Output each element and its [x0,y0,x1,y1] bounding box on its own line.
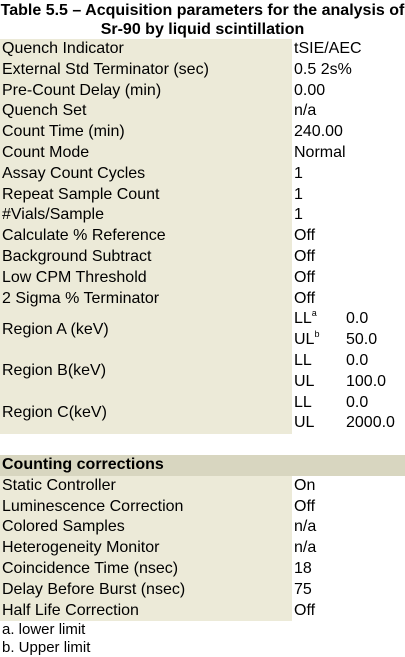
limit-value: 0.0 [346,351,369,369]
table-row [0,289,405,310]
param-value: 0.00 [292,81,405,102]
region-row [0,393,405,435]
spacer-row [0,434,405,455]
param-label: Pre-Count Delay (min) [0,81,292,102]
upper-limit [294,413,405,434]
param-value: tSIE/AEC [292,39,405,60]
param-value: Off [292,497,405,518]
param-value: 1 [292,205,405,226]
region-label: Region C(keV) [0,393,292,435]
upper-limit [294,330,405,351]
param-label: Half Life Correction [0,601,292,622]
param-label: 2 Sigma % Terminator [0,289,292,310]
param-value: Off [292,247,405,268]
footnote-marker: b [314,329,320,340]
table-row [0,164,405,185]
table-row [0,601,405,622]
param-value: 1 [292,185,405,206]
table-row [0,60,405,81]
table-row [0,268,405,289]
param-label: External Std Terminator (sec) [0,60,292,81]
lower-limit [294,309,405,330]
limit-label: LL [294,310,312,328]
footnote-marker: a [311,308,317,319]
param-value: Off [292,226,405,247]
lower-limit [294,393,405,414]
table-row [0,517,405,538]
table-row [0,580,405,601]
region-row [0,309,405,351]
param-value: Off [292,289,405,310]
limit-label: LL [294,393,312,411]
param-label: Low CPM Threshold [0,268,292,289]
limit-label: UL [294,372,315,390]
table-row [0,559,405,580]
table-row [0,205,405,226]
param-value: On [292,476,405,497]
table-row [0,226,405,247]
table-row [0,143,405,164]
region-limits [292,393,405,435]
section-header-row [0,455,405,476]
region-limits [292,309,405,351]
param-value: 75 [292,580,405,601]
param-label: #Vials/Sample [0,205,292,226]
param-label: Count Mode [0,143,292,164]
param-value: n/a [292,101,405,122]
param-label: Background Subtract [0,247,292,268]
param-label: Quench Set [0,101,292,122]
param-label: Calculate % Reference [0,226,292,247]
param-label: Assay Count Cycles [0,164,292,185]
param-label: Colored Samples [0,517,292,538]
param-value: Normal [292,143,405,164]
param-value: 240.00 [292,122,405,143]
param-label: Repeat Sample Count [0,185,292,206]
footnote: a. lower limit [2,621,86,639]
table-row [0,122,405,143]
param-value: 18 [292,559,405,580]
lower-limit [294,351,405,372]
table-row [0,81,405,102]
param-label: Coincidence Time (nsec) [0,559,292,580]
region-limits [292,351,405,393]
table-row [0,497,405,518]
param-label: Static Controller [0,476,292,497]
table-row [0,185,405,206]
limit-value: 50.0 [346,331,378,349]
param-value: 0.5 2s% [292,60,405,81]
table-row [0,538,405,559]
param-label: Quench Indicator [0,39,292,60]
param-label: Delay Before Burst (nsec) [0,580,292,601]
table-row [0,247,405,268]
param-label: Heterogeneity Monitor [0,538,292,559]
footnote: b. Upper limit [2,639,91,657]
section-heading: Counting corrections [0,455,292,476]
param-value: n/a [292,538,405,559]
param-value: n/a [292,517,405,538]
param-value: 1 [292,164,405,185]
table-row [0,39,405,60]
acquisition-parameters-table [0,39,405,621]
upper-limit [294,372,405,393]
limit-label: LL [294,351,312,369]
table-row [0,101,405,122]
limit-label: UL [294,414,315,432]
limit-label: UL [294,331,315,349]
table-row [0,476,405,497]
table-title: Table 5.5 – Acquisition parameters for the analysis of Sr-90 by liquid scintillation [0,2,405,38]
region-label: Region A (keV) [0,309,292,351]
param-value: Off [292,601,405,622]
param-label: Count Time (min) [0,122,292,143]
limit-value: 100.0 [346,372,387,390]
region-row [0,351,405,393]
limit-value: 0.0 [346,393,369,411]
limit-value: 2000.0 [346,414,395,432]
param-value: Off [292,268,405,289]
limit-value: 0.0 [346,310,369,328]
param-label: Luminescence Correction [0,497,292,518]
region-label: Region B(keV) [0,351,292,393]
